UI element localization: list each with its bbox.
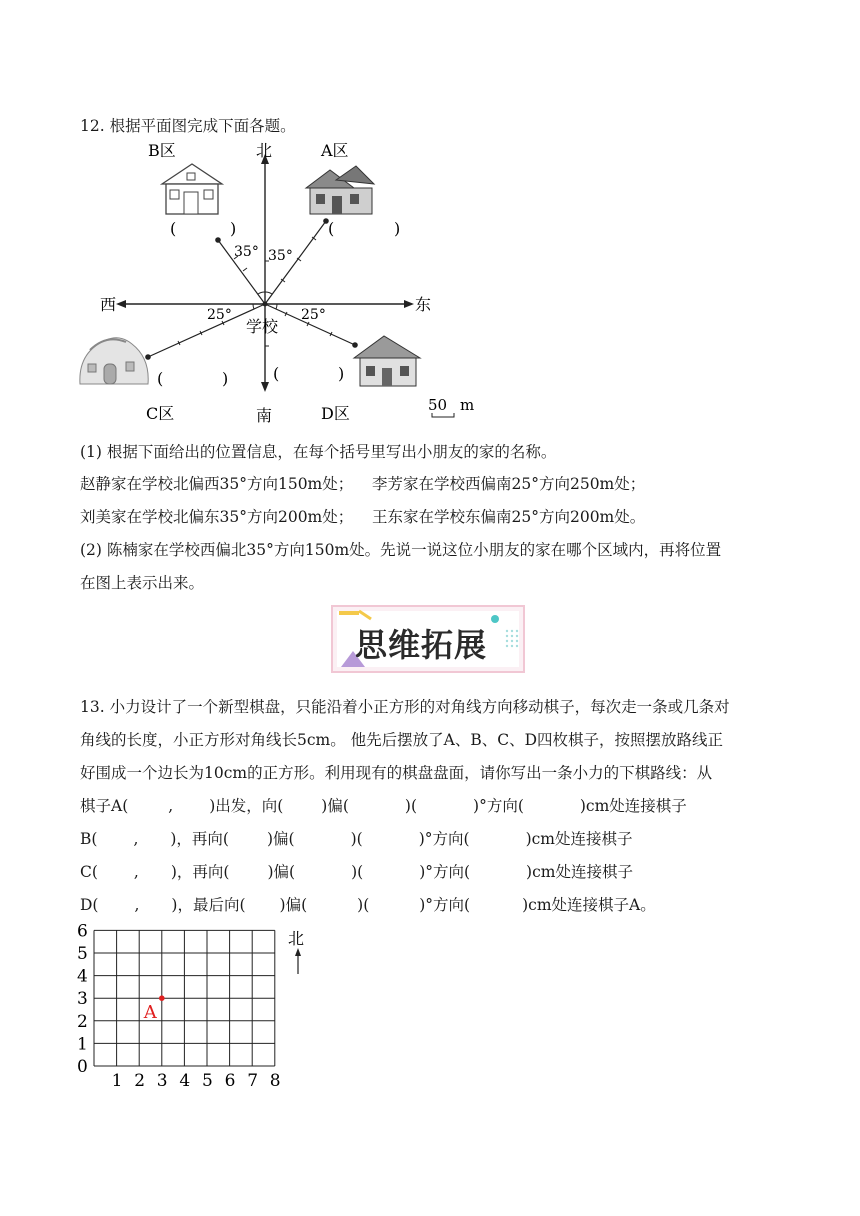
- blank-c-open: (: [157, 369, 164, 388]
- x-tick-label: 3: [156, 1071, 168, 1090]
- region-b-label: B区: [148, 141, 176, 160]
- q13-line2: 角线的长度，小正方形对角线长5cm。 他先后摆放了A、B、C、D四枚棋子，按照摆放路线正: [80, 731, 724, 749]
- y-tick-label: 1: [77, 1034, 88, 1055]
- house-d-icon: [354, 336, 420, 386]
- region-c-label: C区: [146, 404, 175, 423]
- region-d-label: D区: [321, 404, 350, 423]
- blank-b-open: (: [170, 219, 177, 238]
- region-a-label: A区: [321, 141, 349, 160]
- blank-a-open: (: [328, 219, 335, 238]
- chess-grid: [70, 920, 330, 1090]
- q12-part1: (1) 根据下面给出的位置信息，在每个括号里写出小朋友的家的名称。: [80, 443, 557, 461]
- blank-a-close: ): [394, 219, 401, 238]
- x-tick-label: 1: [111, 1071, 123, 1090]
- blank-d-open: (: [273, 364, 280, 383]
- south-label: 南: [256, 406, 273, 425]
- y-tick-label: 0: [77, 1057, 88, 1077]
- angle-ne-label: 35°: [268, 248, 293, 264]
- q12-info1: 赵静家在学校北偏西35°方向150m处；: [80, 475, 354, 493]
- x-tick-label: 4: [179, 1071, 191, 1090]
- q13-line3: 好围成一个边长为10cm的正方形。利用现有的棋盘盘面，请你写出一条小力的下棋路线：从: [80, 764, 713, 782]
- y-tick-label: 3: [77, 989, 88, 1010]
- school-label: 学校: [246, 317, 279, 336]
- y-tick-label: 4: [77, 966, 88, 987]
- y-tick-label: 6: [77, 921, 88, 942]
- house-c-icon: [80, 338, 148, 384]
- q12-info4: 王东家在学校东偏南25°方向200m处。: [372, 508, 646, 526]
- scale-unit: m: [460, 396, 475, 414]
- angle-wsw-label: 25°: [207, 307, 232, 323]
- q13-route-row-3: C( , )，再向( )偏( )( )°方向( )cm处连接棋子: [80, 863, 633, 881]
- q13-route-row-1: 棋子A( , )出发，向( )偏( )( )°方向( )cm处连接棋子: [80, 797, 687, 815]
- point-a-label: A: [143, 1002, 157, 1024]
- point-a-marker: [159, 995, 165, 1001]
- east-label: 东: [415, 295, 432, 314]
- thinking-extension-banner: [331, 605, 525, 673]
- y-tick-label: 5: [77, 944, 88, 964]
- house-a-icon: [306, 166, 374, 214]
- blank-b-close: ): [230, 219, 237, 238]
- grid-north-label: 北: [288, 929, 305, 948]
- angle-ese-label: 25°: [301, 307, 326, 323]
- q13-line1: 13. 小力设计了一个新型棋盘，只能沿着小正方形的对角线方向移动棋子，每次走一条或几条对: [80, 698, 730, 716]
- q12-info3: 刘美家在学校北偏东35°方向200m处；: [80, 508, 354, 526]
- q12-part2-line1: (2) 陈楠家在学校西偏北35°方向150m处。先说一说这位小朋友的家在哪个区域内，再将位置: [80, 541, 722, 559]
- west-label: 西: [100, 295, 117, 314]
- north-label: 北: [256, 141, 273, 160]
- banner-text: 思维拓展: [355, 626, 488, 664]
- y-tick-label: 2: [77, 1011, 88, 1032]
- blank-d-close: ): [338, 364, 345, 383]
- q13-route-row-4: D( , )，最后向( )偏( )( )°方向( )cm处连接棋子A。: [80, 896, 656, 914]
- q12-title: 12. 根据平面图完成下面各题。: [80, 117, 296, 135]
- house-b-icon: [162, 164, 222, 214]
- x-tick-label: 2: [134, 1071, 146, 1090]
- q12-info2: 李芳家在学校西偏南25°方向250m处；: [372, 475, 646, 493]
- blank-c-close: ): [222, 369, 229, 388]
- scale-value: 50: [428, 396, 448, 414]
- north-arrow: [288, 929, 304, 974]
- x-tick-label: 6: [224, 1071, 236, 1090]
- q13-route-row-2: B( , )，再向( )偏( )( )°方向( )cm处连接棋子: [80, 830, 633, 848]
- x-tick-label: 8: [269, 1071, 281, 1090]
- angle-nw-label: 35°: [234, 244, 259, 260]
- compass-diagram: [70, 136, 490, 426]
- q12-part2-line2: 在图上表示出来。: [80, 574, 205, 592]
- x-tick-label: 5: [202, 1071, 213, 1090]
- x-tick-label: 7: [247, 1071, 259, 1090]
